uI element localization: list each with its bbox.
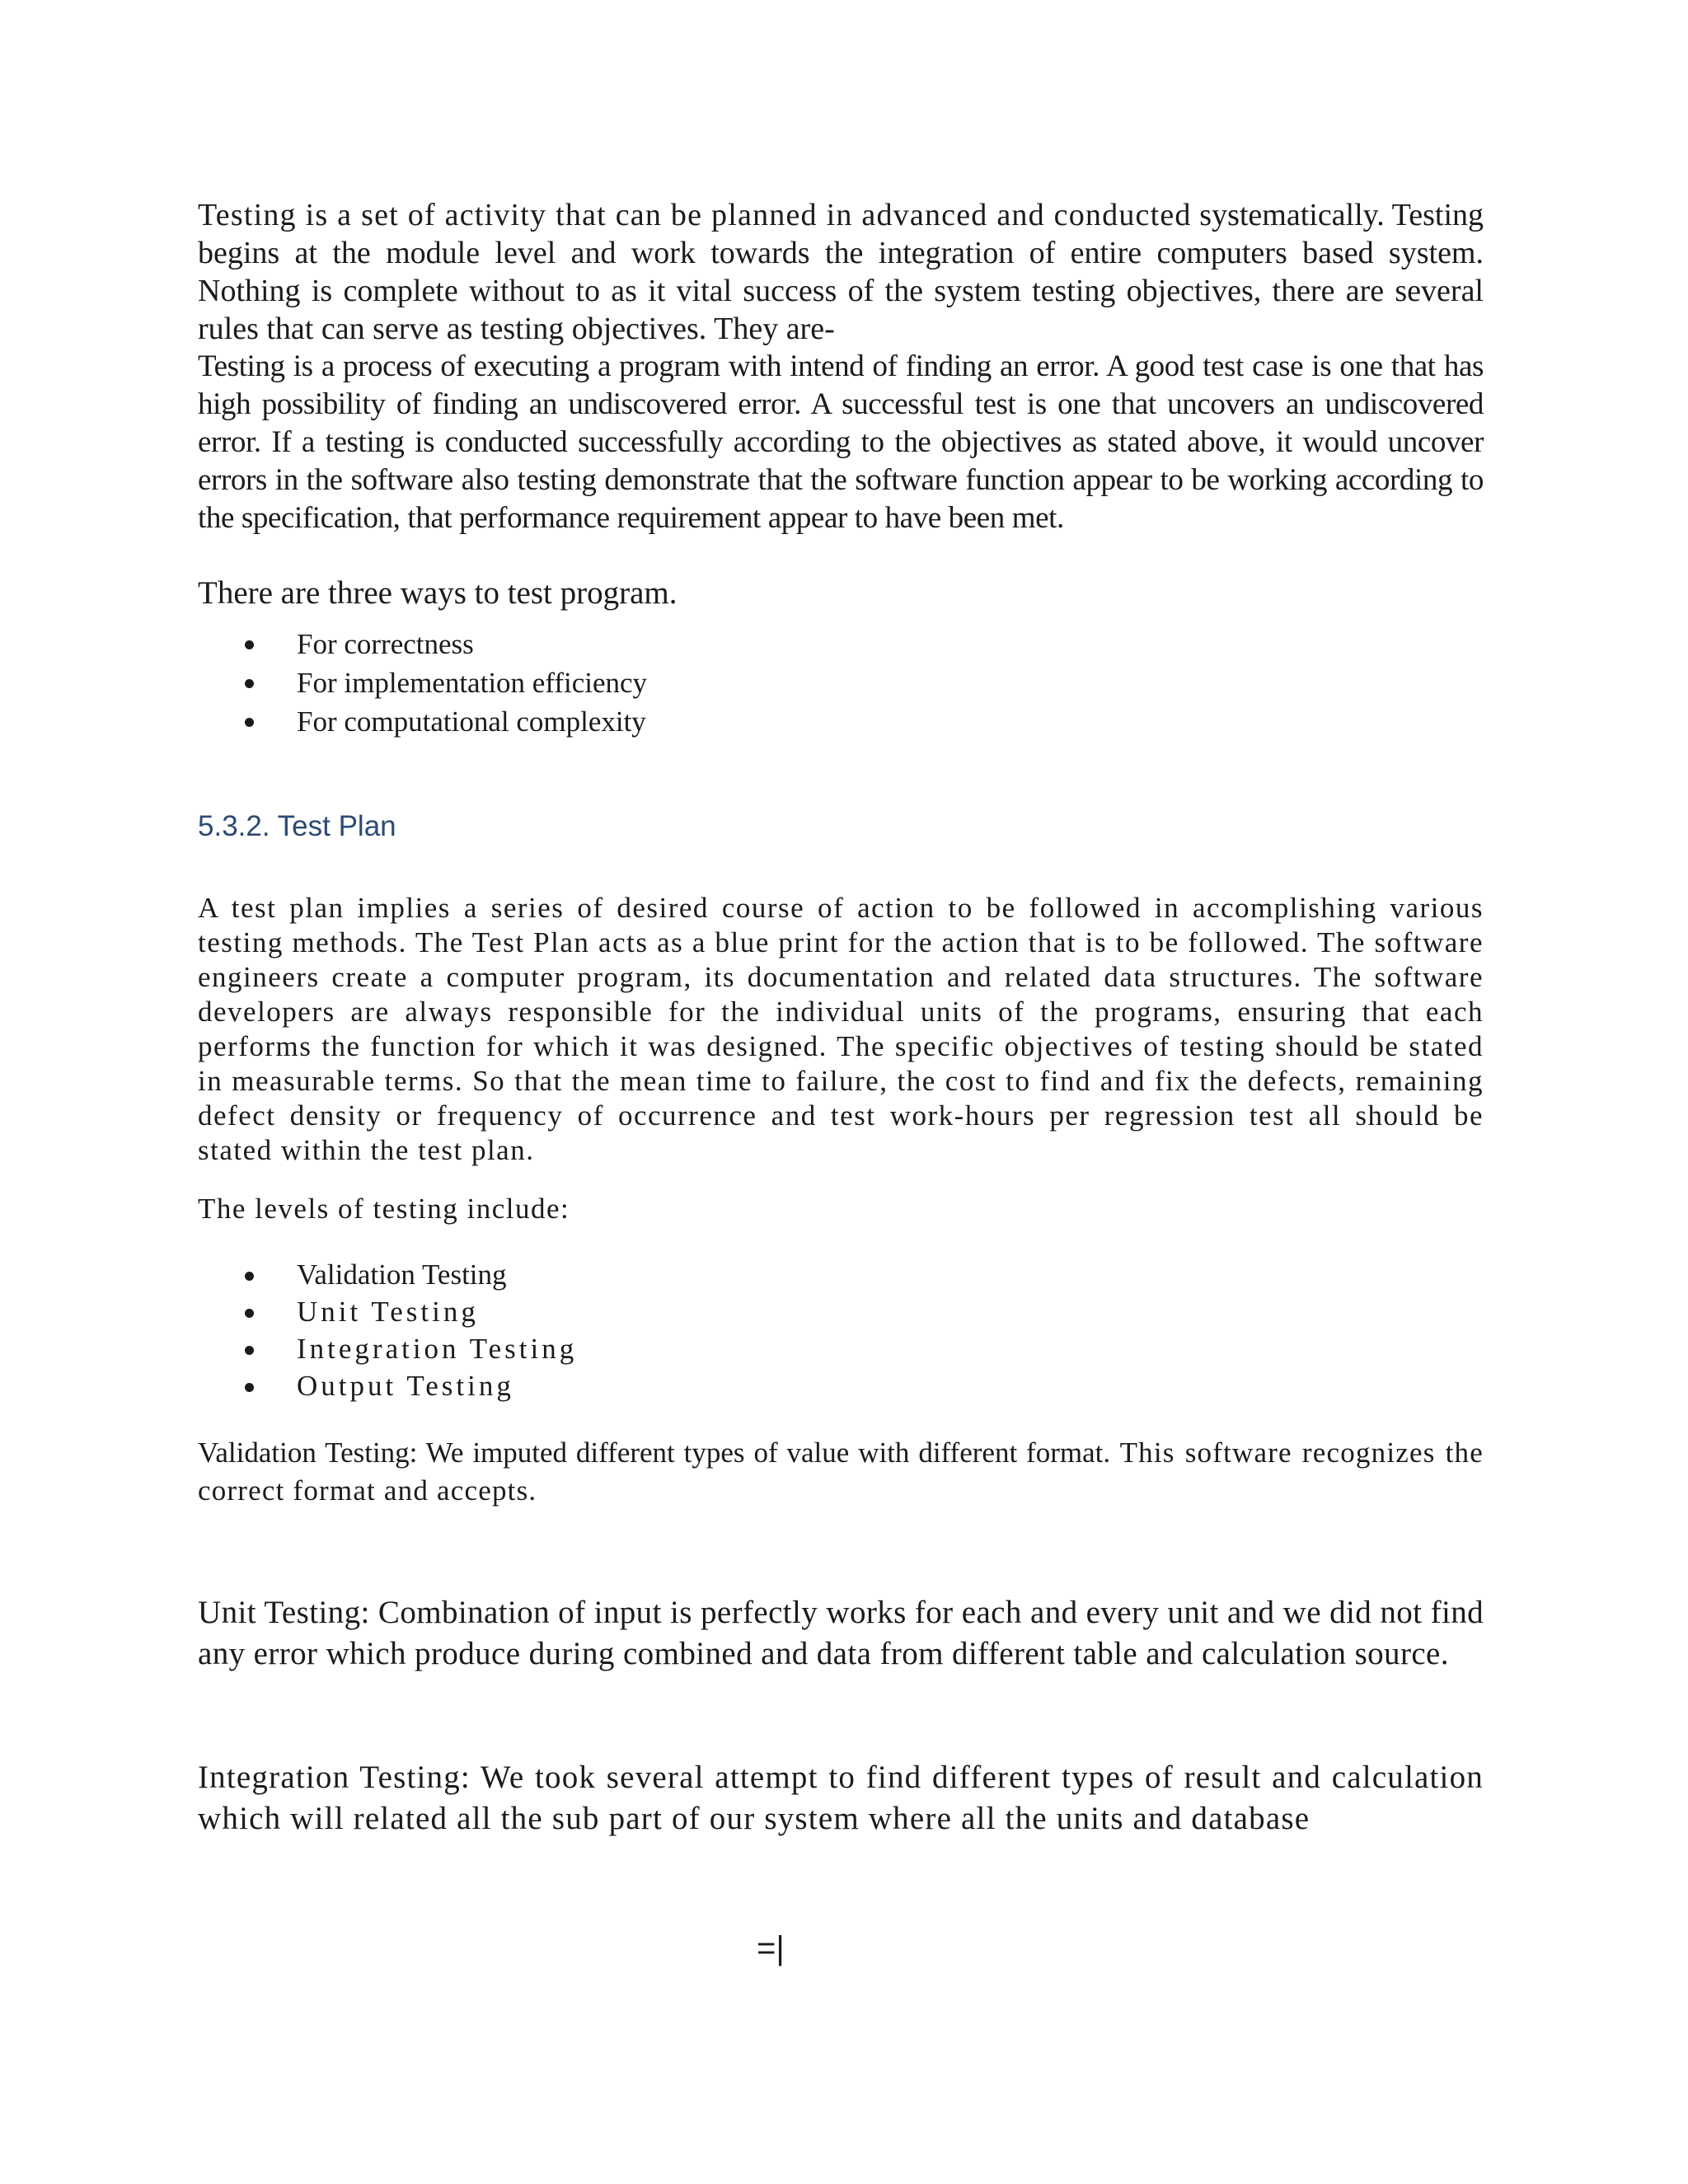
list-item-text: For computational complexity (297, 705, 646, 738)
paragraph-validation-testing (198, 1434, 1484, 1510)
list-item-text: For implementation efficiency (297, 667, 648, 699)
bullet-icon (245, 1383, 254, 1392)
bullet-icon (245, 679, 254, 688)
page-number: =| (757, 1930, 785, 1966)
bullet-icon (245, 1272, 254, 1281)
paragraph-validation-tail: This software recognizes the correct format and accepts. (198, 1436, 1484, 1507)
bullet-icon (245, 1309, 254, 1318)
list-item-text: Integration Testing (297, 1333, 578, 1365)
bullet-icon (245, 1346, 254, 1355)
section-heading: 5.3.2. Test Plan (198, 810, 396, 842)
list-item (198, 1330, 1484, 1367)
paragraph-testing-intro-rest: systematically. Testing begins at the module level and work towards the integration of entire computers based system. Nothing is complete without to as it vital success of the system testing objectives, there are several rules that can serve as testing objectives. They are- (198, 198, 1484, 346)
list-item-text: Validation Testing (297, 1258, 507, 1291)
ways-list (198, 625, 1484, 741)
document-page (198, 196, 1484, 1840)
paragraph-testing-intro-lead: Testing is a set of activity that can be planned in advanced and conducted (198, 198, 1192, 232)
ways-intro: There are three ways to test program. (198, 575, 678, 611)
list-item (198, 625, 1484, 663)
list-item (198, 1293, 1484, 1330)
paragraph-unit-testing: Unit Testing: Combination of input is perfectly works for each and every unit and we did not find any error which produce during combined and data from different table and calculation source. (198, 1595, 1484, 1671)
list-item-text: For correctness (297, 628, 474, 660)
list-item (198, 1256, 1484, 1293)
paragraph-testing-intro (198, 196, 1484, 348)
bullet-icon (245, 718, 254, 727)
list-item (198, 1367, 1484, 1404)
paragraph-integration-testing: Integration Testing: We took several attempt to find different types of result and calculation which will related all the sub part of our system where all the units and database (198, 1760, 1484, 1836)
list-item-text: Output Testing (297, 1370, 514, 1402)
list-item (198, 702, 1484, 741)
paragraph-test-plan: A test plan implies a series of desired course of action to be followed in accomplishing various testing methods. The Test Plan acts as a blue print for the action that is to be followed. The software engineers create a computer program, its documentation and related data structures. The software developers are always responsible for the individual units of the programs, ensuring that each performs the function for which it was designed. The specific objectives of testing should be stated in measurable terms. So that the mean time to failure, the cost to find and fix the defects, remaining defect density or frequency of occurrence and test work-hours per regression test all should be stated within the test plan. (198, 892, 1484, 1166)
list-item-text: Unit Testing (297, 1296, 479, 1328)
bullet-icon (245, 640, 254, 649)
list-item (198, 663, 1484, 702)
levels-intro: The levels of testing include: (198, 1193, 570, 1225)
levels-list (198, 1256, 1484, 1404)
paragraph-validation-lead: Validation Testing: We imputed different types of value with different format. (198, 1436, 1111, 1469)
paragraph-testing-process: Testing is a process of executing a program with intend of finding an error. A good test case is one that has high possibility of finding an undiscovered error. A successful test is one that uncovers an undiscovered error. If a testing is conducted successfully according to the objectives as stated above, it would uncover errors in the software also testing demonstrate that the software function appear to be working according to the specification, that performance requirement appear to have been met. (198, 349, 1484, 535)
